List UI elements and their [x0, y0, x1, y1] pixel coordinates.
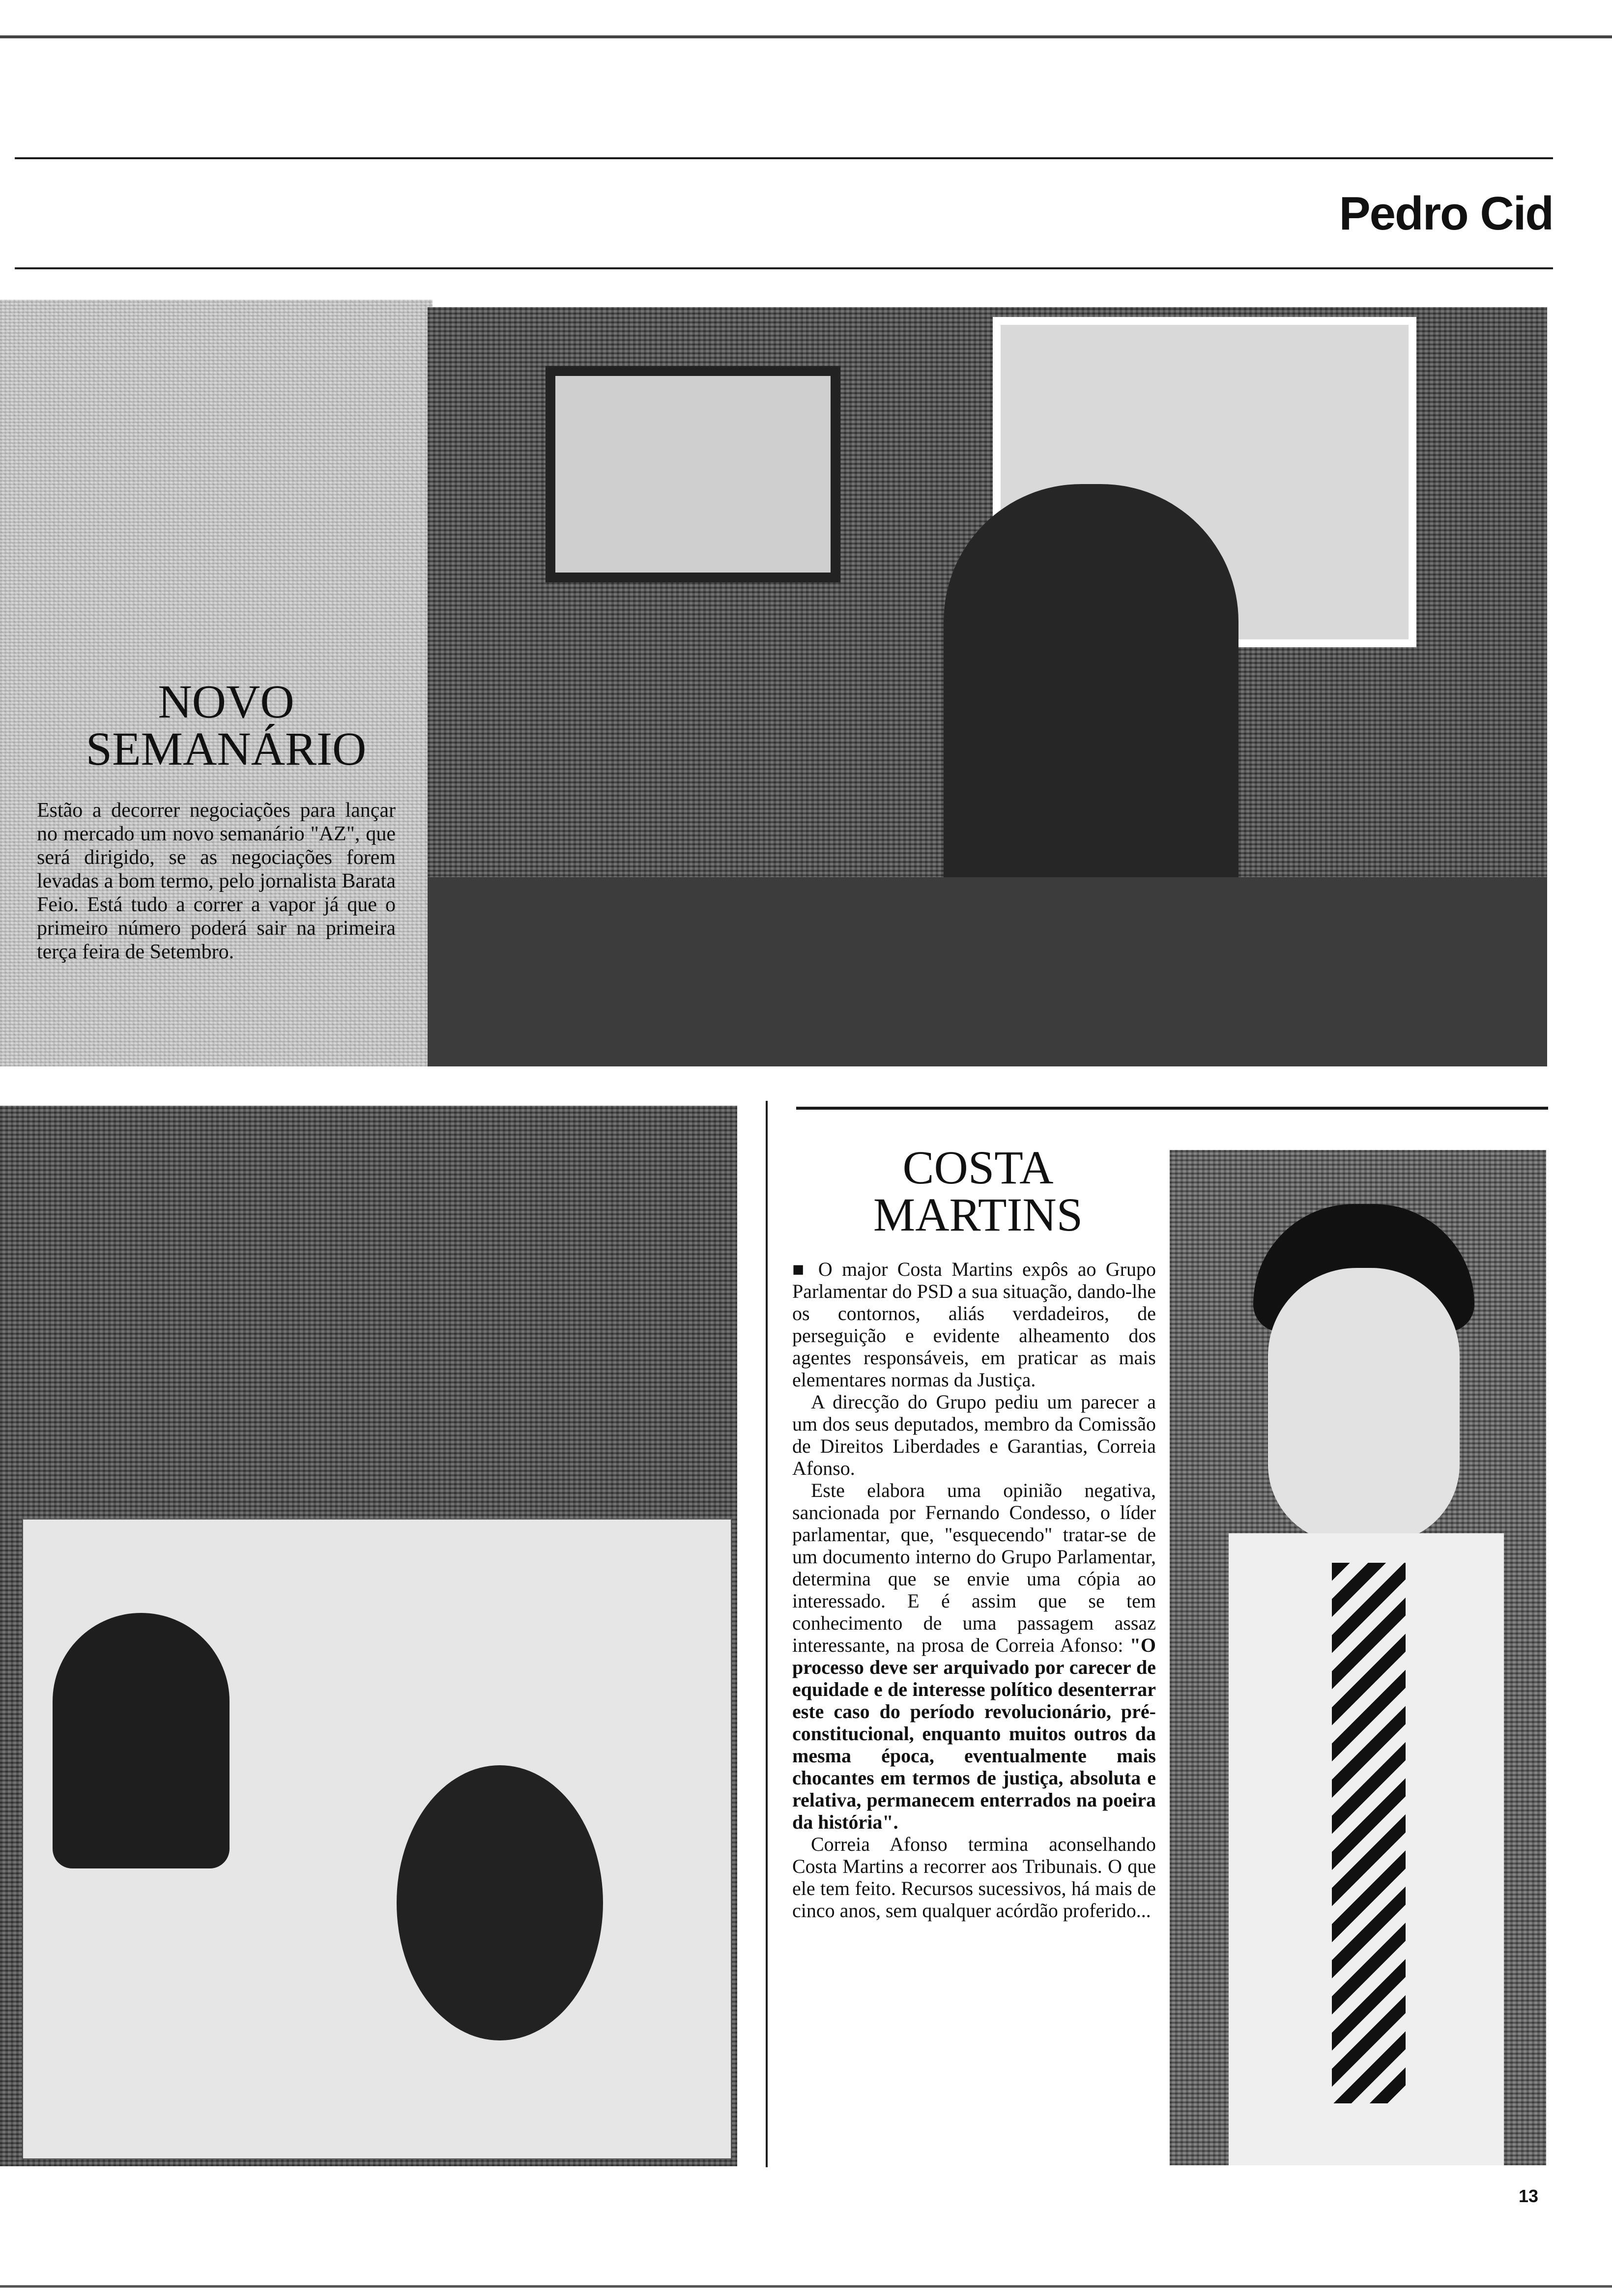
lower-left-photo-panel	[0, 1106, 737, 2166]
costa-martins-paragraph-1-text: O major Costa Martins expôs ao Grupo Parlamentar do PSD a sua situação, dando-lhe os contornos, aliás verdadeiros, de perseguição e evidente alheamento dos agentes responsáveis, em praticar as mais elementares normas da Justiça.	[792, 1258, 1156, 1391]
top-scan-rule	[0, 35, 1612, 38]
costa-martins-article	[792, 1258, 1156, 1922]
desk	[428, 877, 1547, 1066]
portrait-face	[1268, 1268, 1460, 1543]
costa-martins-paragraph-1	[792, 1258, 1156, 1391]
man-with-glasses	[53, 1613, 230, 1868]
novo-semanario-headline-line2: SEMANÁRIO	[86, 722, 367, 775]
costa-martins-paragraph-3	[792, 1479, 1156, 1833]
header-bottom-rule	[15, 267, 1553, 269]
novo-semanario-headline-line1: NOVO	[158, 675, 294, 728]
office-photo	[428, 307, 1547, 1066]
novo-semanario-body	[37, 799, 396, 964]
costa-martins-headline-line2: MARTINS	[873, 1188, 1083, 1241]
bottom-scan-rule	[0, 2285, 1612, 2288]
costa-martins-headline	[786, 1141, 1170, 1241]
costa-martins-paragraph-3-intro: Este elabora uma opinião negativa, sancionada por Fernando Condesso, o líder parlamentar, que, "esquecendo" tratar-se de um documento interno do Grupo Parlamentar, determina que se envie uma cópia ao interessado. E é assim que se tem conhecimento de uma passagem assaz interessante, na prosa de Correia Afonso:	[792, 1479, 1156, 1656]
column-divider	[766, 1101, 768, 2167]
author-name: Pedro Cid	[1339, 187, 1553, 240]
costa-martins-headline-line1: COSTA	[902, 1141, 1054, 1194]
bullet-marker: ■	[792, 1258, 809, 1280]
costa-martins-top-rule	[796, 1107, 1548, 1110]
costa-martins-paragraph-2: A direcção do Grupo pediu um parecer a um dos seus deputados, membro da Comissão de Direitos Liberdades e Garantias, Correia Afonso.	[792, 1391, 1156, 1479]
man-in-car-photo	[22, 1519, 732, 2159]
header-top-rule	[15, 157, 1553, 159]
novo-semanario-headline	[44, 675, 408, 775]
novo-semanario-paragraph: Estão a decorrer negociações para lançar no mercado um novo semanário "AZ", que será dirigido, se as negociações forem levadas a bom termo, pelo jornalista Barata Feio. Está tudo a correr a vapor já que o primeiro número poderá sair na primeira terça feira de Setembro.	[37, 799, 396, 963]
costa-martins-quote: "O processo deve ser arquivado por carecer de equidade e de interesse político desenterrar este caso do período revolucionário, pré-constitucional, enquanto muitos outros da mesma época, eventualmente mais chocantes em termos de justiça, absoluta e relativa, permanecem enterrados na poeira da história".	[792, 1634, 1156, 1833]
costa-martins-paragraph-4: Correia Afonso termina aconselhando Costa Martins a recorrer aos Tribunais. O que ele tem feito. Recursos sucessivos, há mais de cinco anos, sem qualquer acórdão proferido...	[792, 1833, 1156, 1922]
costa-martins-portrait	[1170, 1150, 1546, 2165]
page-number: 13	[1519, 2186, 1539, 2206]
framed-emblem-picture	[546, 366, 840, 582]
steering-wheel	[397, 1765, 603, 2040]
portrait-striped-tie	[1332, 1563, 1406, 2103]
